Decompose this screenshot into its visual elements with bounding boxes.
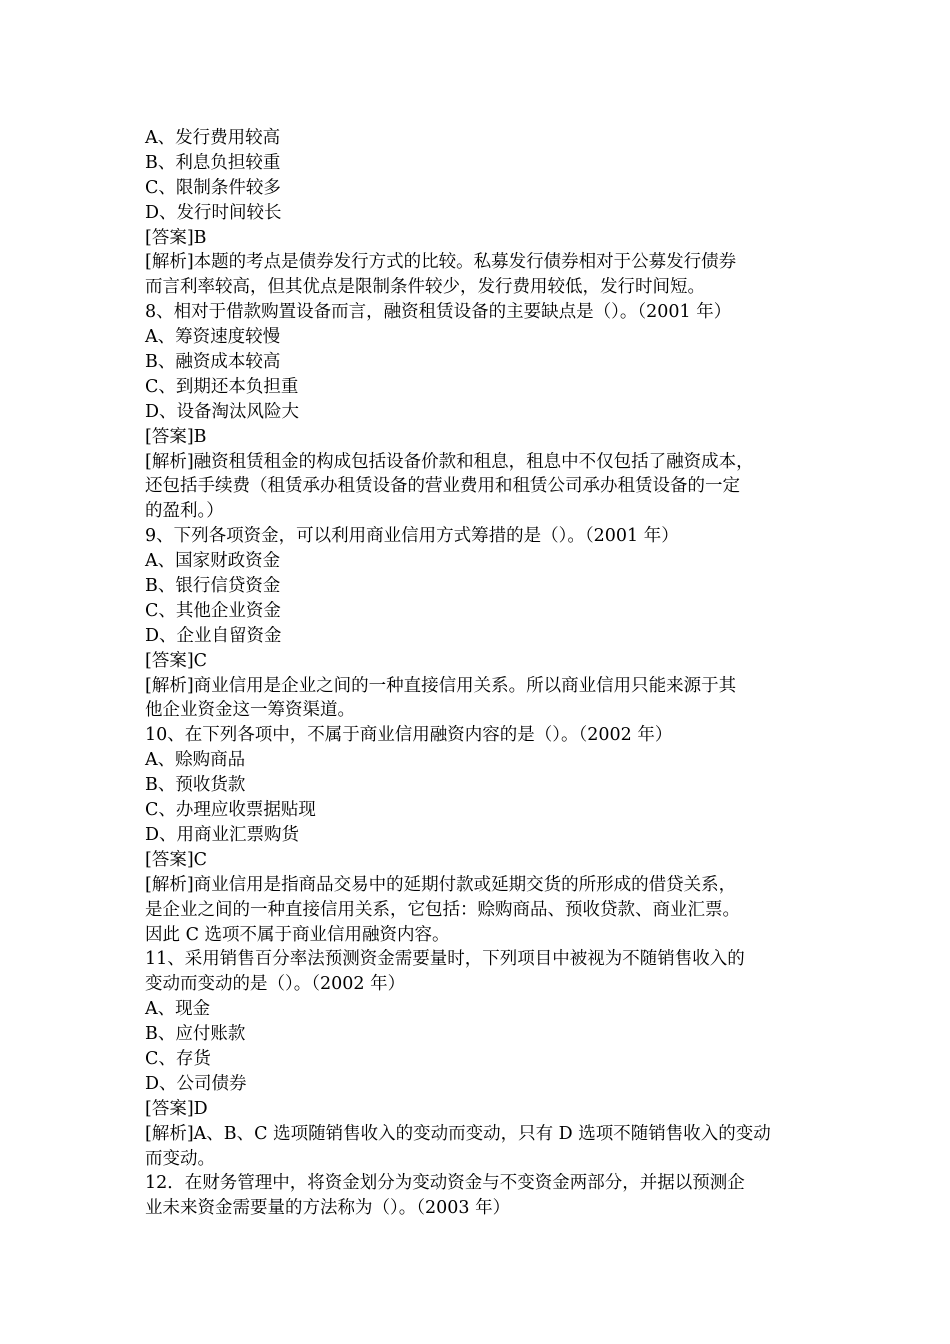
option-a: A、发行费用较高 (145, 128, 281, 148)
answer-line: [答案]C (145, 650, 208, 671)
analysis-line: 是企业之间的一种直接信用关系，它包括：赊购商品、预收贷款、商业汇票。 (145, 899, 740, 920)
option-d: D、公司债券 (145, 1073, 247, 1094)
option-b: B、融资成本较高 (145, 352, 281, 373)
option-c: C、到期还本负担重 (145, 376, 299, 397)
question-12: 业未来资金需要量的方法称为（）。（2003 年） (145, 1198, 511, 1219)
option-c: C、存货 (145, 1048, 211, 1069)
question-12: 12．在财务管理中，将资金划分为变动资金与不变资金两部分，并据以预测企 (145, 1173, 745, 1194)
answer-line: [答案]B (145, 426, 207, 447)
option-b: B、预收货款 (145, 775, 246, 796)
option-b: B、银行信贷资金 (145, 576, 281, 597)
answer-line: [答案]D (145, 1098, 208, 1119)
analysis-line: 因此 C 选项不属于商业信用融资内容。 (145, 924, 450, 945)
option-c: C、其他企业资金 (145, 600, 281, 621)
question-11: 变动而变动的是（）。（2002 年） (145, 974, 406, 995)
document-body (145, 126, 815, 1221)
option-d: D、设备淘汰风险大 (145, 401, 300, 422)
option-d: D、发行时间较长 (145, 202, 282, 223)
question-9: 9、下列各项资金，可以利用商业信用方式筹措的是（）。（2001 年） (145, 526, 679, 547)
option-b: B、应付账款 (145, 1024, 246, 1045)
analysis-line: [解析]融资租赁租金的构成包括设备价款和租息，租息中不仅包括了融资成本， (145, 451, 754, 472)
answer-line: [答案]C (145, 849, 208, 870)
option-b: B、利息负担较重 (145, 152, 281, 173)
option-a: A、赊购商品 (145, 750, 246, 771)
option-a: A、筹资速度较慢 (145, 327, 281, 348)
analysis-line: [解析]商业信用是指商品交易中的延期付款或延期交货的所形成的借贷关系， (145, 874, 737, 895)
question-8: 8、相对于借款购置设备而言，融资租赁设备的主要缺点是（）。（2001 年） (145, 302, 732, 323)
analysis-line: 而言利率较高，但其优点是限制条件较少，发行费用较低，发行时间短。 (145, 277, 705, 298)
question-11: 11、采用销售百分率法预测资金需要量时，下列项目中被视为不随销售收入的 (145, 949, 745, 970)
question-10: 10、在下列各项中，不属于商业信用融资内容的是（）。（2002 年） (145, 725, 673, 746)
option-d: D、用商业汇票购货 (145, 824, 300, 845)
analysis-line: 的盈利。） (145, 501, 224, 522)
option-a: A、国家财政资金 (145, 551, 281, 572)
analysis-line: [解析]本题的考点是债券发行方式的比较。私募发行债券相对于公募发行债券 (145, 252, 737, 273)
option-d: D、企业自留资金 (145, 625, 282, 646)
analysis-line: [解析]A、B、C 选项随销售收入的变动而变动，只有 D 选项不随销售收入的变动 (145, 1123, 771, 1144)
analysis-line: [解析]商业信用是企业之间的一种直接信用关系。所以商业信用只能来源于其 (145, 675, 737, 696)
answer-line: [答案]B (145, 227, 207, 248)
option-a: A、现金 (145, 999, 211, 1020)
analysis-line: 还包括手续费（租赁承办租赁设备的营业费用和租赁公司承办租赁设备的一定 (145, 476, 740, 497)
analysis-line: 而变动。 (145, 1148, 215, 1169)
analysis-line: 他企业资金这一筹资渠道。 (145, 700, 355, 721)
option-c: C、限制条件较多 (145, 177, 281, 198)
option-c: C、办理应收票据贴现 (145, 800, 316, 821)
